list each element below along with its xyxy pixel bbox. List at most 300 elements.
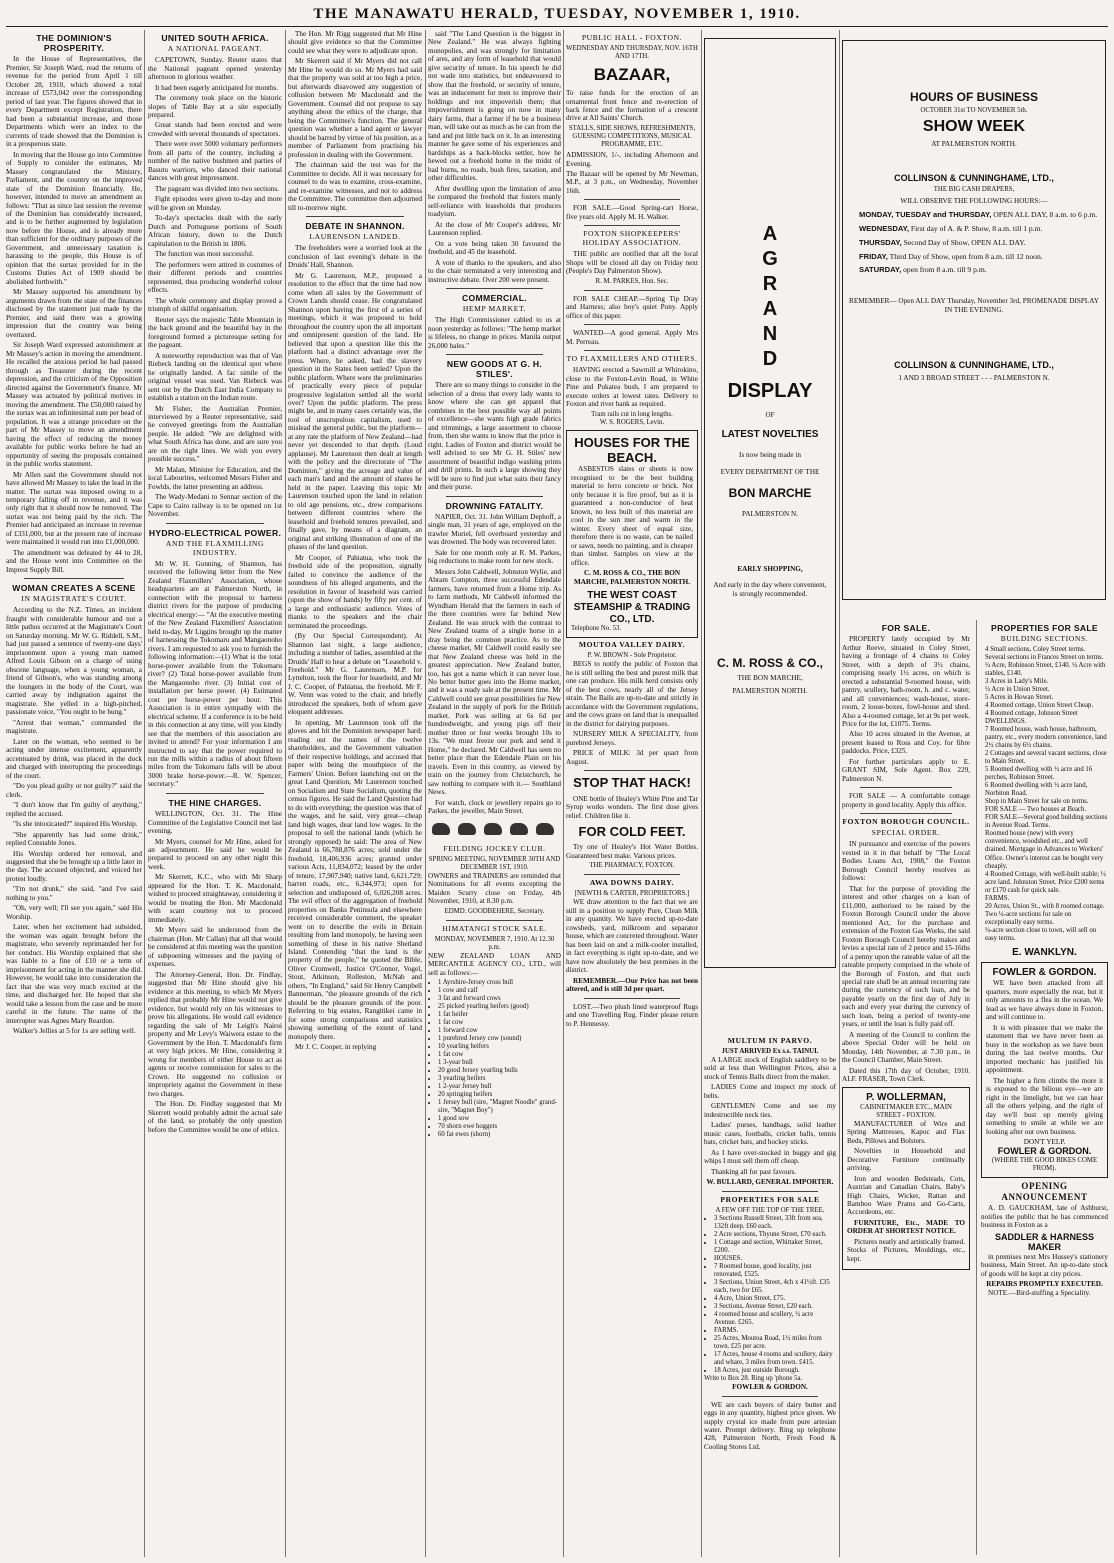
article-paragraph: The whole ceremony and display proved a triumph of skilful organisation.: [148, 296, 282, 314]
ad-text: LATEST NOVELTIES: [721, 429, 819, 441]
ad-signature: W. BULLARD, GENERAL IMPORTER.: [706, 1178, 834, 1187]
ad-text: A. D. GAUCKHAM, late of Ashburst, notifies the public that he has commenced business in Foxton as a: [981, 1204, 1108, 1230]
list-item: Roomed house (new) with every convenience, woodshed etc., and well drained. Mortgage in Advances to Workers' Office. Owner's interest can be bought very cheaply.: [985, 830, 1104, 870]
ad-title: AWA DOWNS DAIRY.: [589, 878, 675, 888]
ad-headline-grand: G R A N D: [762, 247, 778, 370]
ad-text: As I have over-stocked in buggy and gig whips I must sell them off cheap.: [704, 1148, 836, 1166]
separator: [584, 199, 680, 200]
list-item: • 1 fat cow: [438, 1051, 561, 1059]
list-item: • 1 purebred Jersey cow (sound): [438, 1035, 561, 1043]
article-paragraph: "Do you plead guilty or not guilty?" said the clerk.: [6, 782, 142, 799]
ad-bazaar: [566, 34, 698, 195]
ad-text: Tram rails cut in long lengths.: [591, 410, 673, 418]
list-item: • 60 fat ewes (shorn): [438, 1131, 561, 1139]
separator: [584, 225, 680, 226]
separator: [584, 290, 680, 291]
column-6-lower: [704, 1035, 836, 1453]
ad-text: GENTLEMEN Come and see my indestructible neck ties.: [704, 1102, 836, 1119]
hours-day: WEDNESDAY,: [859, 223, 909, 233]
hours-text: Second Day of Show, OPEN ALL DAY.: [903, 237, 1026, 247]
ad-headline: HOUSES FOR THE BEACH.: [574, 434, 690, 465]
separator: [24, 578, 124, 579]
list-item: 2 Cottages and several vacant sections, close to Main Street.: [985, 750, 1107, 766]
ad-subtitle: BUILDING SECTIONS.: [1000, 634, 1089, 644]
property-list: [981, 646, 1108, 943]
ad-text: FOR SALE.—Good Spring-cart Horse, five years old. Apply M. H. Walker.: [566, 204, 698, 221]
ad-signature: C. M. ROSS & CO., THE BON MARCHE, PALMERSTON NORTH.: [573, 569, 691, 586]
ad-text: IN pursuance and exercise of the powers vested in it in that behalf by "The Local Bodies Loans Act, 1908," the Foxton Borough Council hereby resolves as follows:: [842, 840, 970, 883]
article-paragraph: After dwelling upon the limitation of area he compared the freehold that fosters manly self-reliance with leaseholds that produces toadyism.: [428, 184, 561, 219]
headline-dominion-prosperity: THE DOMINION'S PROSPERITY.: [36, 33, 112, 54]
column-divider: [285, 30, 286, 1557]
separator: [446, 496, 543, 497]
list-item: • 1 Jersey bull (sire, "Magnet Noodle" grand-sire, "Magnet Boy"): [438, 1099, 561, 1115]
list-item: • 3 Sections, Avenue Street, £20 each.: [714, 1303, 836, 1311]
article-paragraph: The freeholders were a worried look at the conclusion of last evening's debate in the Druids' Hall, Shannon.: [288, 244, 422, 270]
stock-list: [428, 979, 561, 1139]
separator: [584, 998, 680, 999]
headline-woman-scene: WOMAN CREATES A SCENE: [12, 583, 136, 594]
ad-title: FEILDING JOCKEY CLUB.: [443, 843, 546, 853]
hours-text: First day of A. & P. Show, 8 a.m. till 1 p.m.: [910, 223, 1043, 233]
list-item: • 17 Acres, house 4 rooms and scullery, dairy and whare, 3 miles from town. £415.: [714, 1351, 836, 1367]
ad-text: The higher a firm climbs the more it is exposed to the bilious eye—we are right in the limelight, but we can hear all the others yelping, and the right of day we'll bust up merely giving something to smile at while we are looking after our own business.: [986, 1076, 1103, 1136]
ad-text: Novelties in Household and Decorative Furniture continually arriving.: [847, 1147, 965, 1173]
ad-signature: FOWLER & GORDON.: [732, 1383, 808, 1392]
ad-text: BEGS to notify the public of Foxton that he is still selling the best and purest milk that one can produce. His milk herd consists only of the best cows, nearly all of the Jersey strain. The Bails are up-to-date and strictly in accordance with the Government regulations, and the cows graze on land that is unequalled in the district for dairying purposes.: [566, 660, 698, 728]
hours-text: Third Day of Show, open from 8 a.m. till 12 noon.: [889, 251, 1043, 261]
masthead: THE MANAWATU HERALD, TUESDAY, NOVEMBER 1, 1910.: [313, 6, 801, 22]
column-7b: [976, 620, 1108, 1555]
ad-title: MOUTOA VALLEY DAIRY.: [578, 640, 686, 650]
article-paragraph: To-day's spectacles dealt with the early Dutch and Portuguese portions of South African history, down to the Dutch capitulation to the British in 1806.: [148, 214, 282, 248]
ad-text: THE public are notified that all the local Shops will be closed all day on Friday next (People's Day Palmerston Show).: [566, 250, 698, 276]
ad-headline: BAZAAR,: [593, 64, 671, 84]
ad-text: Pictures neatly and artistically framed. Stocks of Pictures, Mouldings, etc., kept.: [847, 1237, 965, 1263]
ad-signature: C. M. ROSS & CO.,: [716, 656, 823, 671]
ad-firm: COLLINSON & CUNNINGHAME, LTD.,: [894, 172, 1054, 183]
separator: [722, 1191, 818, 1192]
article-paragraph: There were over 5000 voluntary performers from all parts of the country, including a number of the native bushmen and parties of Basutu warriors, who danced their national dances with great impressment.: [148, 140, 282, 183]
ad-title: FOR SALE.: [881, 623, 931, 633]
list-item: • 25 picked yearling heifers (good): [438, 1003, 561, 1011]
article-paragraph: Fight episodes were given to-day and more will be given on Monday.: [148, 195, 282, 212]
ad-signature: FOWLER & GORDON.: [997, 1146, 1092, 1157]
hours-row: [859, 266, 1099, 275]
separator: [722, 1396, 818, 1397]
column-7a: [842, 620, 970, 1555]
ad-text: Write to Box 28. Ring up 'phone 5a.: [704, 1375, 803, 1383]
ad-headline: SHOW WEEK: [922, 118, 1026, 136]
separator: [446, 288, 543, 289]
hours-day: THURSDAY,: [859, 237, 902, 247]
separator: [584, 770, 680, 771]
ad-himatangi-stock-sale: [428, 925, 561, 1140]
ad-text: WE draw attention to the fact that we are still in a position to supply Pure, Clean Milk in any quantity. We have erected up-to-date cowsheds, yard, milkroom and separator house, which are concreted throughout. Water has been laid on and a milk-cooler installed, in fact everything is right up-to-date, and we have now absolutely the best premises in the district.: [566, 898, 698, 975]
ad-signature: E. WANKLYN.: [1012, 946, 1077, 958]
list-item: • 4 roomed house and scullery, ½ acre Avenue. £265.: [714, 1311, 836, 1327]
ad-headline: SADDLER & HARNESS MAKER: [994, 1231, 1094, 1253]
ad-subtitle: CABINETMAKER ETC., MAIN STREET - FOXTON.: [860, 1103, 952, 1119]
list-item: • 7 Roomed house, good locality, just renovated, £525.: [714, 1263, 836, 1279]
article-paragraph: Mr Skerrett said if Mr Myers did not call Mr Hine he would do so. Mr Myers had said that the property was sold at too high a price, but afterwards disavowed any suggestion of collusion between Mr Macdonald and the Government. Counsel did not propose to say anything about the ethics of the charge, that being the Committee's function. The general question was whether a land agent or lawyer should be barred by virtue of his position, as a member of Parliament from practising his profession in dealing with the Government.: [288, 57, 422, 159]
ad-title: HOURS OF BUSINESS: [909, 90, 1038, 104]
ad-text: OWNERS and TRAINERS are reminded that Nominations for all events excepting the Maiden Scurry close on Friday, 4th November, 1910, at 8.30 p.m.: [428, 871, 561, 906]
article-paragraph: Sir Joseph Ward expressed astonishment at Mr Massey's action in moving the amendment. He recalled the anxious period he had passed through as Treasurer during the recent depression, and the criticism of the Opposition directed against the Government's finance. Mr Massey was actuated by political motives in moving the amendment. The £50,000 raised by the surtax was an infinitesimal sum per head of population. It was a strange procedure on the part of Mr Massey to move an amendment having the effect of reducing the money available for public works before he had an opportunity of seeing the proposals contained in the public works statement.: [6, 341, 142, 469]
ad-headline: A: [762, 223, 778, 245]
headline-new-goods: NEW GOODS AT G. H. STILES'.: [446, 359, 543, 380]
article-paragraph: His Worship ordered her removal, and suggested that she be brought up a little later in the day. The accused objected, and voiced her protest loudly.: [6, 849, 142, 883]
hours-row: [859, 211, 1099, 220]
ad-text: NURSERY MILK A SPECIALITY, from purebred Jerseys.: [566, 730, 698, 747]
column-2: [148, 30, 282, 1557]
article-paragraph: The performers were attired in costumes of their different periods and countries represented, thus producing wonderful colour effects.: [148, 260, 282, 295]
ad-text: And early in the day where convenient, is strongly recommended.: [713, 581, 827, 598]
ad-wollerman: [842, 1087, 970, 1271]
article-paragraph: The chairman said the test was for the Committee to decide. All it was necessary for counsel to do was to examine, cross-examine, and re-examine witnesses, and not to address the Committee. The committee then adjourned till to-morrow night.: [288, 161, 422, 212]
article-paragraph: Mr Cooper, of Pahiatua, who took the freehold side of the proposition, signally failed to convince the audience of the soundness of his alleged arguments, and the resolution in favour of leasehold was carried (upon the show of hands) by fifty per cent. of a large and enthusiastic audience. Votes of thanks to the speakers and the chair terminated the proceedings.: [288, 553, 422, 630]
ad-text: THE BIG CASH DRAPERS,: [933, 186, 1015, 194]
list-item: ½ Acre in Union Street.: [985, 686, 1050, 694]
headline-debate-shannon: DEBATE IN SHANNON.: [305, 221, 405, 232]
column-divider: [425, 30, 426, 1557]
list-item: ¼-acre section close to town, will sell on easy terms.: [985, 926, 1097, 942]
separator: [166, 793, 264, 794]
ad-text: MANUFACTURER of Wire and Spring Mattresses, Kapoc and Flax Beds, Pillows and Bolsters.: [847, 1119, 965, 1145]
ad-text: 1 AND 3 BROAD STREET - - - PALMERSTON N.: [898, 373, 1050, 382]
list-item: • 1 good sow: [438, 1115, 561, 1123]
ad-text: STALLS, SIDE SHOWS, REFRESHMENTS, GUESSING COMPETITIONS, MUSICAL PROGRAMME, ETC.: [568, 124, 696, 148]
article-paragraph: "Oh, very well; I'll see you again," said His Worship.: [6, 904, 142, 921]
ad-text: REPAIRS PROMPTLY EXECUTED.: [986, 1280, 1103, 1289]
list-item: • 1 fat cow: [438, 1019, 561, 1027]
article-paragraph: A noteworthy reproduction was that of Van Riebeck landing on the identical spot where he originally landed. A fac simile of the original vessel was used. Van Riebeck was sent out by the Dutch East India Company to establish a station on the Indian route.: [148, 351, 282, 403]
ad-subtitle: P. W. BROWN - Sole Proprietor.: [587, 652, 677, 660]
article-paragraph: The High Commissioner cabled to us at noon yesterday as follows: "The hemp market is lifeless, no change in prices. Manila output 26,000 bales.": [428, 316, 561, 350]
ad-text: A LARGE stock of English saddlery to be sold at less than Wellington Prices, also a stock of Tennis Balls direct from the maker.: [704, 1055, 836, 1081]
ad-headline: FOR COLD FEET.: [578, 824, 686, 840]
ad-title: OPENING ANNOUNCEMENT: [1001, 1181, 1088, 1202]
column-divider: [701, 30, 702, 1557]
ad-text: OF: [765, 411, 775, 420]
ad-title: PROPERTIES FOR SALE: [720, 1194, 820, 1204]
ad-signature: THE BON MARCHE,: [737, 674, 803, 683]
ad-text: PROPERTY lately occupied by Mr Arthur Reeve, situated in Coley Street, having a frontage of 4 chains to Coley Street, with a depth of 3½ chains, comprising nearly 1½ acres, on which is erected a substantial 9-roomed house, with pantry, scullery, bath-room, h. and c. water, and all conveniences; wash-house, store-room, 2 loose-boxes, fowl-house and shed. Also a 4-roomed cottage, let at 9s per week. Price for the lot, £1075. Terms.: [842, 635, 970, 728]
list-item: 5 Roomed dwelling with ½ acre and 16 perches, Robinson Street.: [985, 766, 1093, 782]
ad-hours-of-business: [842, 40, 1106, 600]
article-paragraph: The Hon. Dr. Findlay suggested that Mr Skerrett would probably admit the actual sale of the land, so probably the only question before the Committee would be one of ethics.: [148, 1100, 282, 1134]
ad-text: Dated this 17th day of October, 1910. ALF. FRASER, Town Clerk.: [842, 1066, 970, 1084]
article-paragraph: (By Our Special Correspondent). At Shannon last night, a large audience, including a number of ladies, assembled at the Druids' Hall to hear a debate on "Leasehold v. Freehold." Mr G. Laurenson, M.P. for Lyttelton, took the floor for leasehold, and Mr J. C. Cooper, of Pahiatua, the freehold. Mr F. W. Venn was voted to the chair, and briefly introduced the speakers, both of whom gave eloquent addresses.: [288, 632, 422, 717]
list-item: FARMS.: [985, 894, 1010, 902]
list-item: Shop in Main Street for sale on terms.: [985, 798, 1089, 806]
ad-text: PRICE of MILK: 3d per quart from August.: [566, 749, 698, 766]
article-paragraph: In opening, Mr Laurenson took off the gloves and hit the Dominion newspaper hard; reading out the names of the twelve shareholders, and the Government valuation of their respective holdings, and accused that paper with being the mouthpiece of the Farmers' Union. Before launching out on the great Land Question, Mr Laurenson touched on Socialism and State Socialism, quoting the census figures. He said the Land Question had to do with everything; the question was that of the wages, and he said, very great—cheap land high wages, dear land low wages. In the proposal to sell the national lands (which he strongly opposed) he said: The area of New Zealand is 66,788,876 acres; sold under the freehold, 18,406,936 acres; granted under various Acts, 11,834,072; leased by the order of tenure, 17,907,940; native land, 6,621,729; barren roads, etc., 6,344,973; open for selection and undisposed of, 6,026,208 acres. The evil effect of the aggregation of freehold properties on Banks Peninsula and elsewhere received considerable comment, the speaker went on to describe the evils in Britain resulting from land monopoly, he having seen something of these in his native Shetland Island. Contending "that the land is the property of the people," he quoted the Bible, Oliver Cromwell, Justice O'Connor, Vogel, Stout, Atkinson, Rolleston, McNab and others, "In England," said Sir Henry Campbell Bannerman, "the pleasure grounds of the rich should be the pleasure grounds of the poor. Referring to big estates, Rangitikei came in for some strong comparisons and statistics showing something of the extent of land monopoly there.: [288, 718, 422, 1041]
separator: [584, 874, 680, 875]
column-divider: [144, 30, 145, 1557]
hours-text: open from 8 a.m. till 9 p.m.: [903, 265, 987, 275]
ad-text: For further particulars apply to E. GRANT SIM, Sole Agent. Box 229, Palmerston N.: [842, 757, 970, 783]
ad-text: DON'T YELP.: [1023, 1137, 1066, 1146]
column-divider: [563, 30, 564, 1557]
article-paragraph: Messrs John Caldwell, Johnston Wylie, and Abram Compton, three successful Edendale farmers, have returned from a Home trip. As to farm methods, Mr Caldwell informed the Wyndham Herald that the farmers in each of the three countries were far behind New Zealand. He was struck with the contrast to New Zealand teams of a single horse in a dray being the common practice. As to the cheese market, Mr Caldwell could easily see that New Zealand cheese was held in the greatest appreciation. New Zealand butter, too, has got a name which it can never lose. No better butter goes into the Home market, and it was a ready sale at the present time. Mr Caldwell could see great possibilities for New Zealand in the supply of pork for the British market. Pork was selling at 6s 6d per hundredweight, and young pigs off their mother three or four weeks brought 10s to 13s. "We must freeze our pork and send it Home," he declared. Mr Caldwell has seen no better place than the Edendale Plain on his travels. Even in this country, as viewed by train on the journey from Christchurch, he saw nothing to compare with it.— Southland News.: [428, 567, 561, 797]
ad-text: FURNITURE, Etc., MADE TO ORDER AT SHORTEST NOTICE.: [847, 1218, 965, 1236]
article-paragraph: Mr Myers said he understood from the chairman (Hon. Mr Callan) that all that would be considered at this meeting was the question of subpoening witnesses and the paying of expenses.: [148, 926, 282, 969]
headline-hine-charges: THE HINE CHARGES.: [168, 797, 262, 808]
hours-row: [859, 225, 1099, 234]
ad-text: HAVING erected a Sawmill at Whirokino, close to the Foxton-Levin Road, in White Pine and Pukatea bush, I am prepared to execute orders at lowest rates. Delivery to Foxton and river bank as required.: [566, 366, 698, 409]
list-item: • 3 fat and forward cows: [438, 995, 561, 1003]
column-4: [428, 30, 561, 1557]
ad-text: WANTED—A good general. Apply Mrs M. Perreau.: [566, 329, 698, 346]
separator: [860, 787, 952, 788]
ad-text: (WHERE THE GOOD BIKES COME FROM).: [991, 1157, 1098, 1173]
article-paragraph: At the close of Mr Cooper's address, Mr Laurenson replied.: [428, 220, 561, 238]
subheadline: LAURENSON LANDED.: [309, 232, 401, 242]
ad-subtitle: MONDAY, NOVEMBER 7, 1910. At 12.30 p.m.: [434, 935, 555, 951]
list-item: • 1 cow and calf: [438, 987, 561, 995]
hours-row: [859, 239, 1099, 248]
separator: [860, 813, 952, 814]
ad-title: PUBLIC HALL - FOXTON.: [581, 33, 683, 42]
article-paragraph: The Wady-Medani to Sennar section of the Cape to Cairo railway is to be opened on 1st November.: [148, 493, 282, 519]
column-5: [566, 30, 698, 1557]
list-item: ¼ Acre, Robinson Street, £140. ¼ Acre with stables, £140.: [985, 662, 1106, 678]
headline-drowning: DROWNING FATALITY.: [445, 500, 544, 511]
article-paragraph: Mr G. Laurenson, M.P., proposed a resolution to the effect that the time had now come when all sales by the Government of Crown Lands should cease. He congratulated Shannon upon having the first of a series of meetings, which it was proposed to hold throughout the country upon the all important and omnipresent question of the land. He believed that upon a question like this the platform had a distinct advantage over the press. Where, he asked, had the slavery question in the States been settled? Upon the public platform. Where were the preliminaries of practically every piece of popular progressive legislation settled all the world over? Upon the public platform. The press might be, and in many cases certainly was, the tool of unscrupulous capitalism, used to mislead the general public, but the platform—at any rate the platform of New Zealand—had never yet descended to that depth. (Loud applause). Mr Laurenson then dealt at length with the policy and the directorate of "The Dominion," giving the acreage and value of each man's land and the amount of shares he held in the paper. Leaving this topic Mr Laurenson touched upon the land in relation to old age pensions, etc., drew comparisons between different countries where the leasehold and freehold tenures prevailed, and finally gave, by means of a diagram, an original and striking illustration of one of the phases of the land question.: [288, 271, 422, 552]
list-item: Several sections in Frances Street on terms.: [985, 654, 1104, 662]
ad-subtitle: JUST ARRIVED Ex s.s. TAINUI.: [721, 1047, 819, 1055]
ad-text: Thanking all for past favours.: [711, 1167, 797, 1176]
list-item: FOR SALE—Several good building sections in Avenue Road. Terms.: [985, 814, 1108, 830]
ad-text: Also 10 acres situated in the Avenue, at present leased to Ross and Coy. for fibre paddocks. Price, £325.: [842, 730, 970, 756]
article-paragraph: Great stands had been erected and were crowded with several thousands of spectators.: [148, 121, 282, 138]
ad-signature: PALMERSTON NORTH.: [732, 686, 808, 695]
list-item: • 4 Acre, Union Street, £75.: [714, 1295, 836, 1303]
list-item: • 3 yearling heifers: [438, 1075, 561, 1083]
list-item: 5 Acres in Howan Street.: [985, 694, 1054, 702]
article-paragraph: Later on the woman, who seemed to be acting under intense excitement, apparently accentuated by drink, was placed in the dock and charged with interrupting the proceedings of the court.: [6, 737, 142, 780]
article-paragraph: For watch, clock or jewellery repairs go to Parkes, the jeweller, Main Street.: [428, 798, 561, 816]
ad-text: PALMERSTON N.: [742, 510, 798, 519]
ad-text: AT PALMERSTON NORTH.: [931, 140, 1017, 149]
ad-subtitle: SPECIAL ORDER.: [871, 828, 941, 838]
ad-title: FOWLER & GORDON.: [992, 967, 1097, 979]
article-paragraph: The Hon. Mr Rigg suggested that Mr Hine should give evidence so that the Committee could see what they were to adjudicate upon.: [288, 30, 422, 55]
article-paragraph: "I don't know that I'm guilty of anything," replied the accused.: [6, 801, 142, 818]
ad-signature: THE PHARMACY, FOXTON.: [589, 862, 675, 870]
ad-text: LOST.—Two plush lined waterproof Rugs and one Travelling Rug. Finder please return to P. Hennessy.: [566, 1002, 698, 1028]
ad-headline: THE WEST COAST STEAMSHIP & TRADING CO., LTD.: [573, 590, 691, 625]
list-item: FOR SALE — Two houses at Beach.: [985, 806, 1087, 814]
hours-row: [859, 253, 1099, 262]
article-paragraph: Walker's Jellies at 5 for 1s are selling well.: [13, 1027, 136, 1036]
ad-text: LADIES Come and inspect my stock of belts.: [704, 1083, 836, 1100]
headline-commercial: COMMERCIAL.: [462, 293, 527, 304]
article-paragraph: "Is she intoxicated?" inquired His Worship.: [13, 820, 138, 829]
hours-day: SATURDAY,: [859, 265, 902, 275]
ad-headline: STOP THAT HACK!: [573, 775, 691, 791]
ad-title: FOXTON BOROUGH COUNCIL.: [842, 817, 970, 827]
article-paragraph: "Arrest that woman," commanded the magistrate.: [6, 718, 142, 736]
article-paragraph: The amendment was defeated by 44 to 28, and the House went into Committee on the Imprest Supply Bill.: [6, 548, 142, 574]
list-item: 20 Acres, Union St., with 8 roomed cottage.: [985, 902, 1105, 910]
list-item: • 2 Acre sections, Thyune Street, £70 each.: [714, 1231, 836, 1239]
list-item: • 1 2-year Jersey bull: [438, 1083, 561, 1091]
ad-text: ASBESTOS slates or sheets is now recognised to be the best building material to ferro concrete or brick. Not only because it is fire proof, but as it is guaranteed a non-conductor of heat known, no less built of this material are cool in the sun mer and warm in the winter. Every sheet of equal size, therefore there is no waste, can be nailed or sawn, needs no painting, and is cheaper than timber. Samples on view at the office.: [571, 465, 693, 567]
list-item: • 20 springing heifers: [438, 1091, 561, 1099]
subheadline: IN MAGISTRATE'S COURT.: [21, 594, 127, 604]
ad-subtitle: [NEWTH & CARTER, PROPRIETORS.]: [574, 890, 690, 898]
column-divider: [839, 30, 840, 1557]
ad-text: Ladies' purses, handbags, solid leather music cases, footballs, cricket balls, tennis bats, cricket bats, and hockey sticks.: [704, 1121, 836, 1147]
ad-text: EVERY DEPARTMENT OF THE: [720, 467, 820, 476]
article-paragraph: The pageant was divided into two sections.: [155, 184, 279, 193]
ad-subtitle: OCTOBER 31st TO NOVEMBER 5th.: [920, 107, 1028, 115]
ad-title: HIMATANGI STOCK SALE.: [442, 923, 547, 933]
hours-day: MONDAY, TUESDAY and THURSDAY,: [859, 209, 992, 219]
separator: [446, 354, 543, 355]
ad-text: REMEMBER.—Our Price has not been altered, and is still 3d per quart.: [566, 976, 698, 994]
subheadline: HEMP MARKET.: [462, 304, 527, 314]
separator: [584, 324, 680, 325]
ad-signature: W. S. ROGERS, Levin.: [599, 418, 665, 426]
ad-firm: COLLINSON & CUNNINGHAME, LTD.,: [894, 360, 1054, 371]
article-paragraph: The Attorney-General, Hon. Dr. Findlay, suggested that Mr Hine should give his evidence at this meeting, to which Mr Myers replied that probably Mr Hine would not give evidence, but would rely on his witnesses to prove his allegations. He would call evidence regarding the sale of Mr Leigh's Nairoi property and Mr Levy's Waiwera estate to the Government by the Hon. T. Macdonald's firm at very high prices. Mr Hine, considering it wrong for members of either House to act as agents or receive commission for sales to the Crown. He suggested no collusion or impropriety against the Government in these two charges.: [148, 970, 282, 1098]
ad-subtitle: A FEW OFF THE TOP OF THE TREE.: [715, 1206, 825, 1214]
ad-text: in premises next Mrs Hussey's stationery business, Main Street. An up-to-date stock of goods will be kept at city prices.: [981, 1253, 1108, 1278]
ad-signature: R. M. PARKES, Hon. Sec.: [595, 277, 669, 285]
list-item: 4 Roomed cottage, Johnson Street: [985, 710, 1078, 718]
article-paragraph: Mr W. H. Gunning, of Shannon, has received the following letter from the New Zealand Flaxmillers' Association, whose headquarters are at Palmerston North, in connection with the proposal to harness district rivers for the purpose of producing electrical energy:— "At the executive meeting of the New Zealand Flaxmillers' Association held to-day, Mr Liggins brought up the matter of harnessing the Tokomaru and Mangaonoho rivers. I am requested to ask you to furnish the following information:—(1) What is the total horse-power available from the Tokomaru river? (2) Total horse-power available from the Mangaonoho river. (3) Initial cost of installation per horse power. (4) Estimated cost per horse-power per hour. This Association is in entire sympathy with the electrical scheme. If a conference is to be held in this connection at any time, will you kindly see that the members of this association are invited to attend? For your information I am instructed to say that the power required to run the mills within a radius of about fifteen miles from the Tokomaru falls will be about 3000 brake horse-power.—R. W. Spencer, secretary.": [148, 559, 282, 789]
list-item: • 1 Cottage and section, Whittaker Street, £200.: [714, 1239, 836, 1255]
ad-text: Is now being made in: [739, 451, 801, 460]
article-paragraph: Mr J. C. Cooper, in replying: [295, 1043, 377, 1052]
ad-text: WE have been attacked from all quarters, more especially the rear, but it only amounts to a flea in the ocean. We lead as we have always done in Foxton, and will continue to.: [986, 979, 1103, 1022]
article-paragraph: Mr Massey supported his amendment by arguments drawn from the state of the finances disclosed by the statement just made by the Premier, and said there was a growing impression that the country was being overtaxed.: [6, 288, 142, 339]
list-item: 4 Small sections, Coley Street terms.: [985, 646, 1086, 654]
subheadline: AND THE FLAXMILLING INDUSTRY.: [165, 538, 265, 557]
ad-grand-display: [704, 38, 836, 968]
list-item: • 1 forward cow: [438, 1027, 561, 1035]
ad-text: It is with pleasure that we make the statement that we have never been as busy in the workshop as we have been during the last twelve months. Our imported mechanic has justified his appointment.: [986, 1023, 1103, 1075]
ad-text: NOTE.—Bird-stuffing a Speciality.: [988, 1288, 1091, 1297]
headline-hydro-electrical: HYDRO-ELECTRICAL POWER.: [148, 527, 282, 538]
article-paragraph: Mr Fisher, the Australian Premier, interviewed by a Reuter representative, said he conveyed greetings from the Australian people. He added: "We are delighted with what South Africa has done, and are sure you are on the right lines. We wish you every possible success.": [148, 404, 282, 464]
ad-text: To raise funds for the erection of an ornamental front fence and re-erection of back fence and the formation of a crescent drive at All Saints' Church.: [566, 89, 698, 123]
list-item: 4 Roomed cottage, Union Street Cheap.: [985, 702, 1094, 710]
article-paragraph: There are so many things to consider in the selection of a dress that every lady wants to know where she can get apparel that combines in the best possible way all points of excellence—she wants high grade fabrics and trimmings, a large assortment to choose from, then she wants to know that the price is right. Ladies of Foxton and district would be well advised to see Mr G. H. Stiles' new assortment of beautiful indigo washing prints and drill prints. In such a large showing they will be sure to find just what suits their fancy and their purse.: [428, 381, 561, 492]
article-paragraph: The function was most successful.: [155, 250, 254, 259]
list-item: 7 Roomed house, wash house, bathroom, pantry, etc., every modern convenience, land 2½ chains by 6½ chains.: [985, 726, 1107, 750]
article-paragraph: NAPIER, Oct. 31. John William Dephoff, a single man, 31 years of age, employed on the trawler Muriel, fell overboard yesterday and was drowned. The body was recovered later.: [428, 512, 561, 547]
column-1: [6, 30, 142, 1557]
article-paragraph: said "The Land Question is the biggest in New Zealand." He was always fighting monopolies, and was strongly for limitation of ares, and any form of leasehold that would give security of tenure. In his speech he did not wade into statistics, but endeavoured to show that the freehold, or security of tenure, was an inducement for men to improve their holdings and not impoverish them; that impoverishment is going on now in many dairy farms, that a farmer if he be a business man, will take out as much as he can from the land and put little back on it. In an interesting manner he gave some of his experiences and hardships as a back-blocks settler, how he hewed out a freehold home in the midst of bad burns, no roads, bush fires, taxation, and other difficulties.: [428, 30, 561, 183]
ad-text: FOR SALE CHEAP.—Spring Tip Dray and Harness; also boy's quiet Pony. Apply office of this paper.: [566, 294, 698, 320]
article-paragraph: Mr Myers, counsel for Mr Hine, asked for an adjournment. He said he would be prepared to proceed on any other night this week.: [148, 837, 282, 871]
ad-title: TO FLAXMILLERS AND OTHERS.: [566, 354, 698, 364]
hours-text: OPEN ALL DAY, 8 a.m. to 6 p.m.: [993, 209, 1098, 219]
ad-title: FOXTON SHOPKEEPERS' HOLIDAY ASSOCIATION.: [582, 229, 682, 248]
ad-title: PROPERTIES FOR SALE: [991, 623, 1098, 633]
article-paragraph: WELLINGTON, Oct. 31. The Hine Committee of the Legislative Council met last evening.: [148, 810, 282, 836]
article-paragraph: Mr Allen said the Government should not have allowed Mr Massey to take the lead in the matter. The surtax was imposed owing to a temporary falling off in revenue, and it was only right that it should now be removed. The surtax was not being paid by the rich. The Premier had anticipated an increase in revenue of £331,000, but at the present rate of increase were maintained it would run into £1,000,000.: [6, 470, 142, 547]
article-paragraph: Later, when her excitement had subsided, the woman was again brought before the magistrate, who severely reprimanded her for her conduct. His Worship explained that she was liable to a fine of £10 or a term of imprisonment for acting in the manner she did. However, he would take into consideration the fact that she was very much excited at the time, and discharged her. He hoped that she would take a lesson from the case and be more careful in the future. The name of the interrupter was Agnes Mary Reardon.: [6, 923, 142, 1025]
ad-text: Try one of Healey's Hot Water Bottles. Guaranteed best make. Various prices.: [566, 843, 698, 860]
ad-text: EARLY SHOPPING,: [737, 564, 803, 573]
separator: [446, 920, 543, 921]
list-item: • 10 yearling heifers: [438, 1043, 561, 1051]
ad-text: ADMISSION, 1/-, including Afternoon and Evening.: [566, 151, 698, 168]
ad-feilding-jockey-club: [428, 845, 561, 916]
article-paragraph: The ceremony took place on the historic slopes of Table Bay at a site especially prepared.: [148, 94, 282, 119]
ad-text: WE are cash buyers of dairy butter and eggs in any quantity, highest price given. We supply crystal ice made from pure artesian water. Prompt delivery. Ring up telephone 428, Palmerston North, Fresh Food & Cooling Stores Ltd.: [704, 1400, 836, 1451]
article-paragraph: In the House of Representatives, the Premier, Sir Joseph Ward, read the returns of revenue for the period from April 1 till October 28, 1910, which showed a total increase of £573,042 over the corresponding period of last year. The figures showed that in every Department except Registration, there had been a substantial increase, and those Departments which were an index to the currents of trade showed that the Dominion is in a prosperous state.: [6, 55, 142, 149]
separator: [166, 523, 264, 524]
list-item: • 1 3-year bull: [438, 1059, 561, 1067]
ad-text: A meeting of the Council to confirm the above Special Order will be held on Monday, 14th November, at 7.30 p.m., in the Council Chamber, Main Street.: [842, 1030, 970, 1065]
property-list: [704, 1215, 836, 1375]
list-item: • 1 fat heifer: [438, 1011, 561, 1019]
ad-text: The Bazaar will be opened by Mr Newman, M.P., at 3 p.m., on Wednesday, November 16th.: [566, 169, 698, 195]
list-item: • 3 Sections Russell Street, 33ft from sea, 132ft deep. £60 each.: [714, 1215, 836, 1231]
ad-signature: EDMD. GOODBEHERE, Secretary.: [444, 907, 545, 915]
ad-text: BON MARCHE: [728, 486, 812, 501]
article-paragraph: It had been eagerly anticipated for months.: [155, 83, 279, 92]
ad-headline: DISPLAY: [727, 379, 813, 402]
hours-day: FRIDAY,: [859, 251, 888, 261]
ad-title: P. WOLLERMAN,: [866, 1091, 946, 1103]
article-paragraph: Mr Malan, Minister for Education, and the local Labourites, welcomed Messrs Fisher and Fowlds, the latter presenting an address.: [148, 465, 282, 491]
list-item: • 20 good Jersey yearling bulls: [438, 1067, 561, 1075]
ad-text: REMEMBER— Open ALL DAY Thursday, November 3rd, PROMENADE DISPLAY IN THE EVENING.: [849, 297, 1099, 314]
article-paragraph: CAPETOWN, Sunday. Reuter states that the National pageant opened yesterday afternoon in glorious weather.: [148, 56, 282, 82]
ad-houses-for-beach: [566, 430, 698, 639]
article-paragraph: Sale for one month only at R. M. Parkes, big reductions to make room for new stock.: [428, 548, 561, 566]
separator: [584, 350, 680, 351]
ad-title: MULTUM IN PARVO.: [727, 1036, 813, 1045]
list-item: • FARMS.: [714, 1327, 836, 1335]
ad-subtitle: SPRING MEETING, NOVEMBER 30TH AND DECEMBER 1ST, 1910.: [428, 855, 561, 871]
article-paragraph: Reuter says the majestic Table Mountain in the back ground and the beautiful bay in the foreground formed a picturesque setting for the pageant.: [148, 315, 282, 350]
ad-text: FOR SALE — A comfortable cottage property in good locality. Apply this office.: [842, 792, 970, 809]
column-3: [288, 30, 422, 1557]
list-item: 4 Roomed Cottage, with well-built stable; ½ acre land. Johnston Street. Price £200 terms or £170 cash for quick sale.: [985, 870, 1106, 894]
list-item: • 25 Acres, Moutoa Road, 1½ miles from town. £25 per acre.: [714, 1335, 836, 1351]
article-paragraph: "I'm not drunk," she said, "and I've said nothing to you.": [6, 885, 142, 902]
headline-south-africa: UNITED SOUTH AFRICA.: [161, 33, 269, 43]
article-paragraph: On a vote being taken 30 favoured the freehold, and 45 the leasehold.: [428, 239, 561, 257]
article-paragraph: A vote of thanks to the speakers, and also to the chair terminated a very interesting and instructive debate. Over 200 were present.: [428, 258, 561, 284]
list-item: DWELLINGS.: [985, 718, 1027, 726]
separator: [306, 216, 404, 217]
list-item: • 3 Sections, Union Street, 4ch x 41½ft. £35 each, two for £65.: [714, 1279, 836, 1295]
list-item: • 1 Ayrshire-Jersey cross bull: [438, 979, 561, 987]
article-paragraph: "She apparently has had some drink," replied Constable Jones.: [6, 830, 142, 848]
ad-text: Iron and wooden Bedsteads, Cots, Austrian and Canadian Chairs, Baby's High Chairs, Wicker, Rattan and Bamboo Ware Prams and Go-Carts, Accordeons, etc.: [847, 1174, 965, 1217]
ad-text: ONE bottle of Healey's White Pine and Tar Syrup works wonders. The first dose gives relief. Children like it.: [566, 794, 698, 820]
list-item: 6 Roomed dwelling with ½ acre land, Norbiton Road.: [985, 782, 1088, 798]
list-item: Two ¼-acre sections for sale on exceptionally easy terms.: [985, 910, 1072, 926]
list-item: • 18 Acres, just outside Borough.: [714, 1367, 836, 1375]
ad-fowler-gordon: [981, 962, 1108, 1178]
ad-text: NEW ZEALAND LOAN AND MERCANTILE AGENCY CO., LTD., will sell as follows:—: [428, 951, 561, 977]
article-paragraph: In moving that the House go into Committee of Supply to consider the estimates, Mr Massey congratulated the Ministry, Parliament, and the country on the improved state of the Dominion financially. He, however, intended to move an amendment as follows: "That as since last session the revenue of the Dominion has considerably increased, and is to be further augmented by legislation now before the House, and is already more than sufficient for the ordinary purposes of the Government, and unnecessary taxation is harassing to the people, this House is of opinion that the surtax provided for in the Customs Duties Act of 1909 should be abolished forthwith.": [6, 150, 142, 286]
ad-text: WILL OBSERVE THE FOLLOWING HOURS:—: [900, 197, 1048, 206]
racing-horses-illustration: [428, 819, 561, 841]
list-item: • HOUSES.: [714, 1255, 836, 1263]
subheadline: A NATIONAL PAGEANT.: [167, 44, 263, 54]
